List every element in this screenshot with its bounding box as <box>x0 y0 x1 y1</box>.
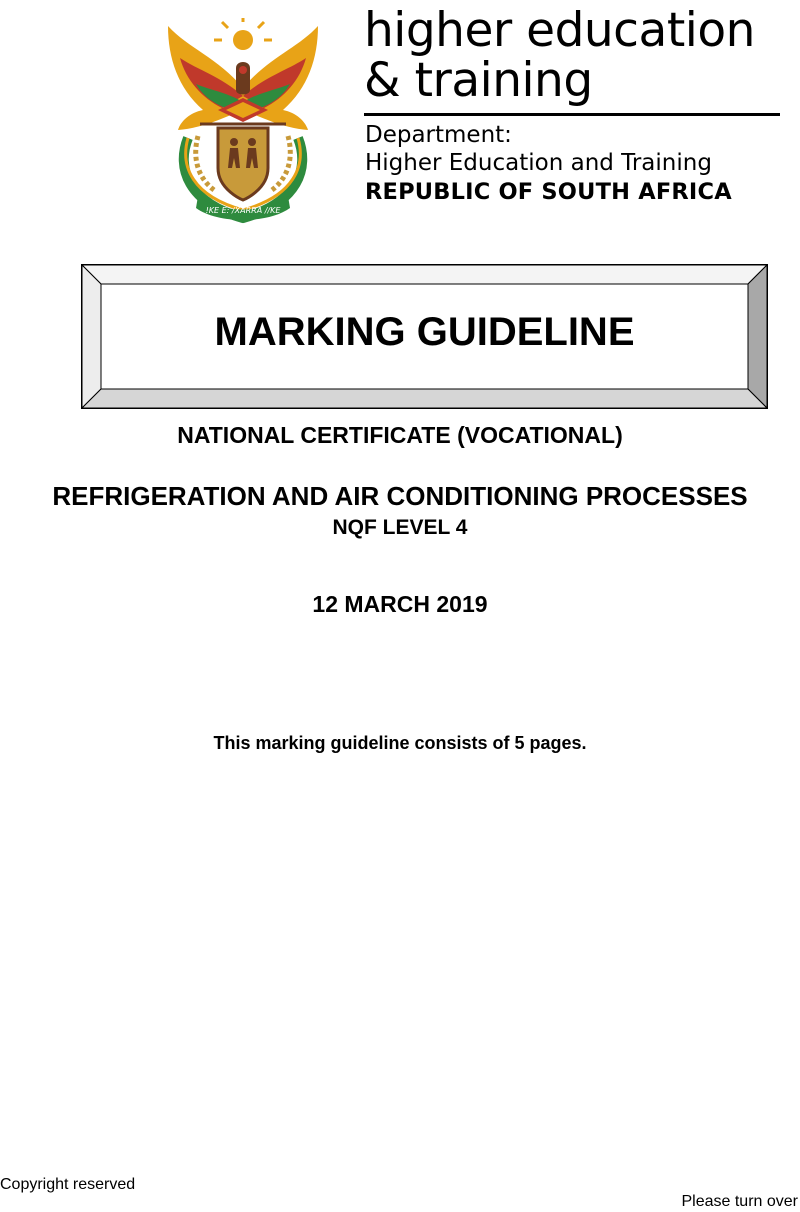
certificate-heading: NATIONAL CERTIFICATE (VOCATIONAL) <box>177 422 623 448</box>
exam-date: 12 MARCH 2019 <box>312 591 488 617</box>
turn-over-footer: Please turn over <box>681 1193 798 1210</box>
brand-title-line1: higher education <box>364 3 755 58</box>
copyright-footer: Copyright reserved <box>0 1176 136 1193</box>
department-name: Higher Education and Training <box>365 150 712 176</box>
subject-heading: REFRIGERATION AND AIR CONDITIONING PROCESSES <box>52 481 748 511</box>
svg-text:!KE E: /XARRA //KE: !KE E: /XARRA //KE <box>205 206 281 215</box>
page-count-note: This marking guideline consists of 5 pages. <box>213 733 587 753</box>
brand-title-line2: & training <box>364 53 593 108</box>
document-title: MARKING GUIDELINE <box>214 310 635 354</box>
coat-of-arms-logo <box>158 18 328 226</box>
department-country: REPUBLIC OF SOUTH AFRICA <box>365 179 732 205</box>
nqf-level: NQF LEVEL 4 <box>332 516 468 539</box>
brand-divider <box>364 113 780 116</box>
department-label: Department: <box>365 122 512 148</box>
